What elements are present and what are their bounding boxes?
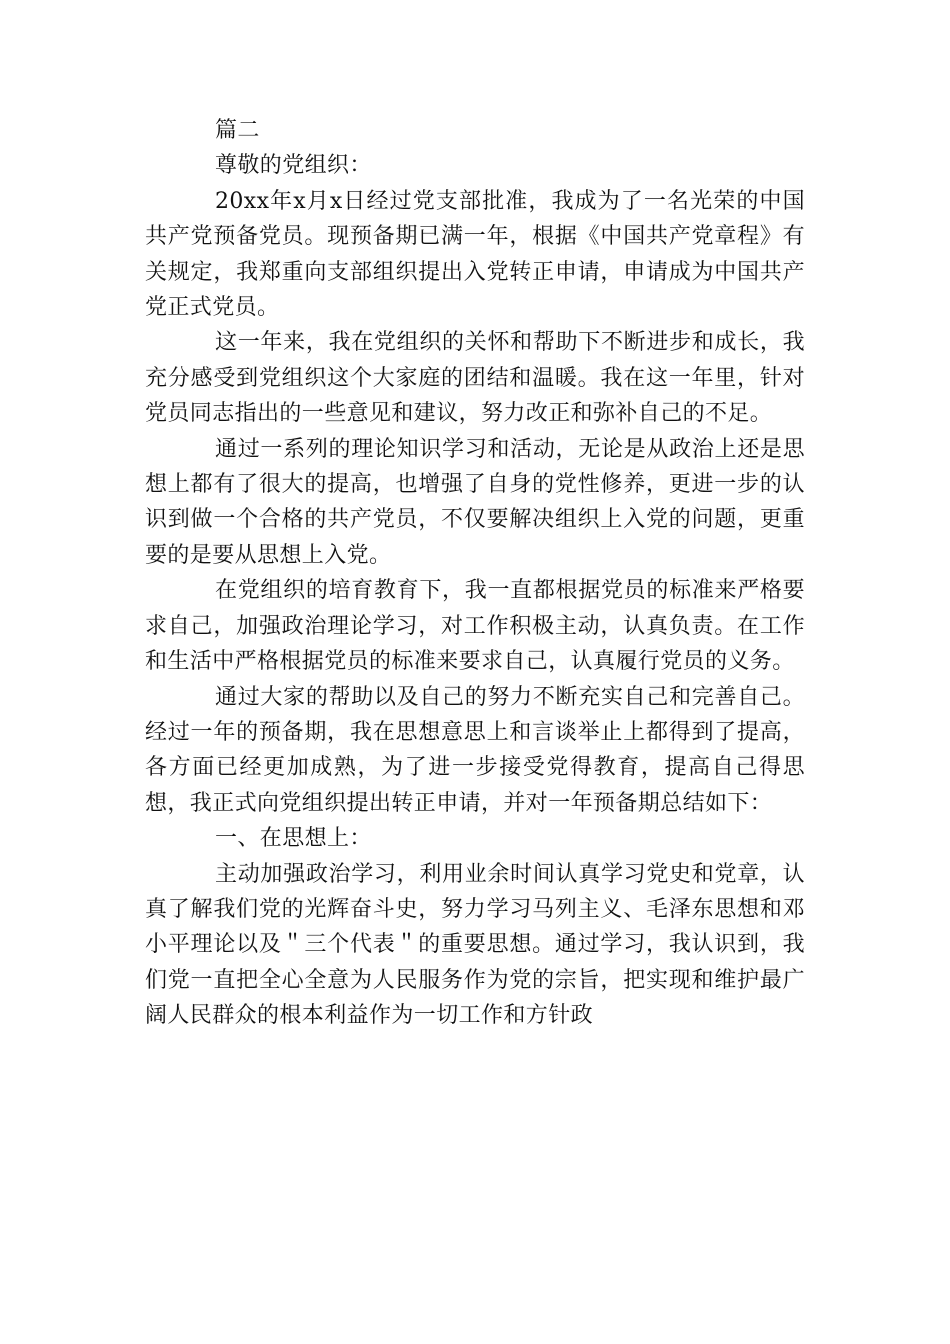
paragraph-4: 在党组织的培育教育下，我一直都根据党员的标准来严格要求自己，加强政治理论学习，对工作积极主动，认真负责。在工作和生活中严格根据党员的标准来要求自己，认真履行党员的义务。: [145, 578, 805, 675]
section-heading-thought: 一、在思想上：: [215, 826, 372, 852]
paragraph-2: 这一年来，我在党组织的关怀和帮助下不断进步和成长，我充分感受到党组织这个大家庭的团结和温暖。我在这一年里，针对党员同志指出的一些意见和建议，努力改正和弥补自己的不足。: [145, 330, 805, 427]
paragraph-5: 通过大家的帮助以及自己的努力不断充实自己和完善自己。经过一年的预备期，我在思想意思上和言谈举止上都得到了提高，各方面已经更加成熟，为了进一步接受党得教育，提高自己得思想，我正式向党组织提出转正申请，并对一年预备期总结如下：: [145, 684, 805, 816]
paragraph-3: 通过一系列的理论知识学习和活动，无论是从政治上还是思想上都有了很大的提高，也增强了自身的党性修养，更进一步的认识到做一个合格的共产党员，不仅要解决组织上入党的问题，更重要的是要从思想上入党。: [145, 436, 805, 568]
salutation: 尊敬的党组织：: [215, 153, 372, 179]
document-body: [145, 113, 805, 1034]
section-label: 篇二: [215, 118, 260, 143]
paragraph-1: 20xx年x月x日经过党支部批准，我成为了一名光荣的中国共产党预备党员。现预备期已满一年，根据《中国共产党章程》有关规定，我郑重向支部组织提出入党转正申请，申请成为中国共产党正式党员。: [145, 188, 805, 321]
paragraph-thought: 主动加强政治学习，利用业余时间认真学习党史和党章，认真了解我们党的光辉奋斗史，努力学习马列主义、毛泽东思想和邓小平理论以及＂三个代表＂的重要思想。通过学习，我认识到，我们党一直把全心全意为人民服务作为党的宗旨，把实现和维护最广阔人民群众的根本利益作为一切工作和方针政: [145, 861, 805, 1029]
